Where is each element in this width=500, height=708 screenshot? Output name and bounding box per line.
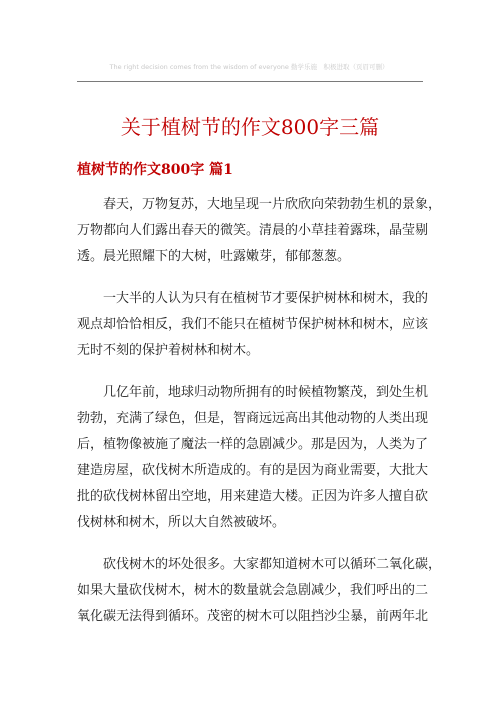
paragraph-line: 批的砍伐树林留出空地，用来建造大楼。正因为许多人擅自砍 [77, 489, 429, 504]
section-heading: 植树节的作文800字 篇1 [77, 162, 233, 178]
paragraph [77, 286, 427, 364]
paragraph-line: 后，植物像被施了魔法一样的急剧减少。那是因为，人类为了 [77, 437, 429, 452]
header-watermark: The right decision comes from the wisdom of everyone 勤学乐施 积极进取（页眉可删） [109, 63, 389, 71]
paragraph [77, 380, 427, 536]
paragraph-line: 几亿年前，地球归动物所拥有的时候植物繁茂，到处生机 [103, 385, 429, 400]
document-body [77, 192, 442, 646]
paragraph-line: 伐树林和树木，所以大自然被破坏。 [77, 515, 286, 530]
paragraph-line: 建造房屋，砍伐树木所造成的。有的是因为商业需要，大批大 [77, 463, 429, 478]
paragraph-line: 观点却恰恰相反，我们不能只在植树节保护树林和树木，应该 [77, 317, 429, 332]
paragraph-line: 氧化碳无法得到循环。茂密的树木可以阻挡沙尘暴，前两年北 [77, 609, 429, 624]
paragraph [77, 552, 442, 630]
paragraph [77, 192, 442, 270]
paragraph-line: 春天，万物复苏，大地呈现一片欣欣向荣勃勃生机的景象， [103, 197, 442, 212]
paragraph-line: 砍伐树木的坏处很多。大家都知道树木可以循环二氧化碳， [103, 557, 442, 572]
paragraph-line: 一大半的人认为只有在植树节才要保护树林和树木，我的 [103, 291, 429, 306]
paragraph-line: 勃勃，充满了绿色，但是，智商远远高出其他动物的人类出现 [77, 411, 429, 426]
header-divider [77, 81, 423, 82]
paragraph-line: 如果大量砍伐树木，树木的数量就会急剧减少，我们呼出的二 [77, 583, 429, 598]
paragraph-line: 无时不刻的保护着树林和树木。 [77, 343, 260, 358]
paragraph-line: 万物都向人们露出春天的微笑。清晨的小草挂着露珠，晶莹剔 [77, 223, 429, 238]
paragraph-line: 透。晨光照耀下的大树，吐露嫩芽，郁郁葱葱。 [77, 249, 351, 264]
document-title: 关于植树节的作文800字三篇 [120, 115, 380, 140]
